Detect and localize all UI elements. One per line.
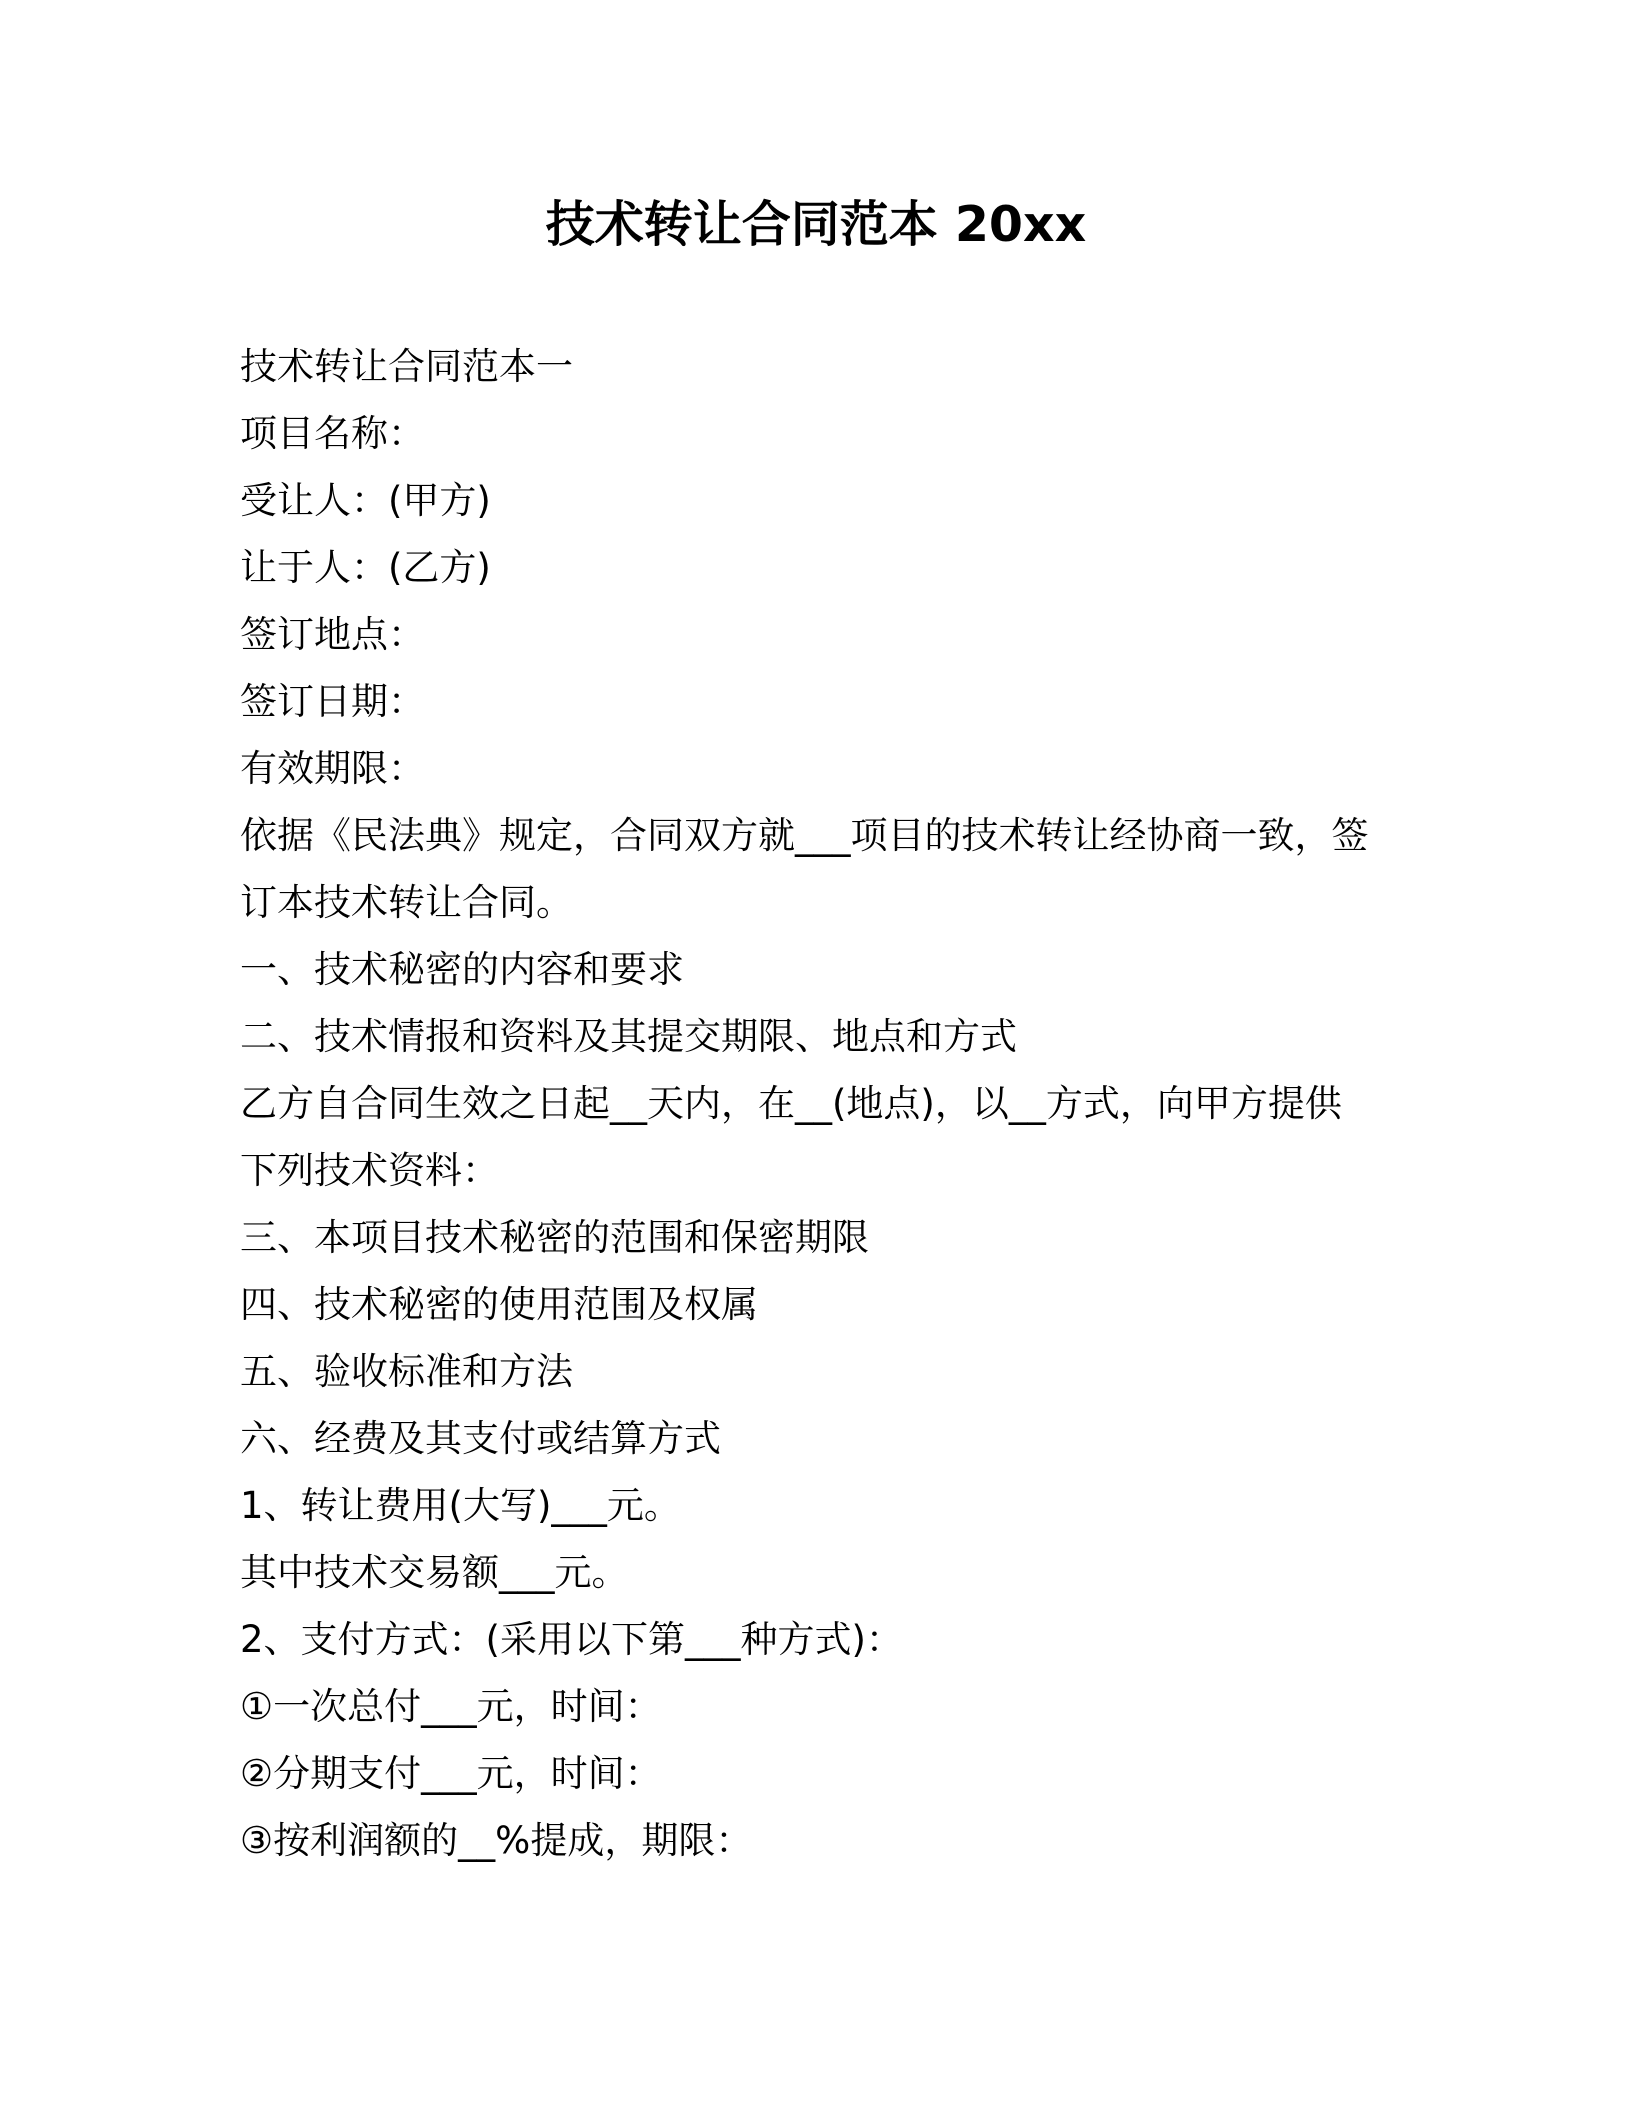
section-2-text-line-1: 乙方自合同生效之日起__天内，在__(地点)，以__方式，向甲方提供 bbox=[240, 1082, 1342, 1125]
payment-option-lump-sum: ①一次总付___元，时间： bbox=[240, 1685, 662, 1728]
clause-payment-method: 2、支付方式：(采用以下第___种方式)： bbox=[240, 1618, 903, 1661]
section-6-heading: 六、经费及其支付或结算方式 bbox=[240, 1417, 721, 1460]
section-3-heading: 三、本项目技术秘密的范围和保密期限 bbox=[240, 1216, 869, 1259]
preamble-line-2: 订本技术转让合同。 bbox=[240, 881, 573, 924]
payment-option-profit-share: ③按利润额的__%提成，期限： bbox=[240, 1819, 753, 1862]
section-2-text-line-2: 下列技术资料： bbox=[240, 1149, 499, 1192]
clause-transaction-amount: 其中技术交易额___元。 bbox=[240, 1551, 629, 1594]
field-signing-place: 签订地点： bbox=[240, 613, 425, 656]
clause-transfer-fee: 1、转让费用(大写)___元。 bbox=[240, 1484, 681, 1527]
document-title: 技术转让合同范本 20xx bbox=[545, 196, 1087, 253]
heading-template-one: 技术转让合同范本一 bbox=[240, 345, 573, 388]
field-validity-period: 有效期限： bbox=[240, 747, 425, 790]
field-transferee: 受让人：(甲方) bbox=[240, 479, 491, 522]
section-5-heading: 五、验收标准和方法 bbox=[240, 1350, 573, 1393]
payment-option-installments: ②分期支付___元，时间： bbox=[240, 1752, 662, 1795]
field-transferor: 让于人：(乙方) bbox=[240, 546, 491, 589]
preamble-line-1: 依据《民法典》规定，合同双方就___项目的技术转让经协商一致，签 bbox=[240, 814, 1369, 857]
section-4-heading: 四、技术秘密的使用范围及权属 bbox=[240, 1283, 758, 1326]
field-signing-date: 签订日期： bbox=[240, 680, 425, 723]
field-project-name: 项目名称： bbox=[240, 412, 425, 455]
section-1-heading: 一、技术秘密的内容和要求 bbox=[240, 948, 684, 991]
section-2-heading: 二、技术情报和资料及其提交期限、地点和方式 bbox=[240, 1015, 1017, 1058]
document-body bbox=[240, 333, 1400, 1874]
